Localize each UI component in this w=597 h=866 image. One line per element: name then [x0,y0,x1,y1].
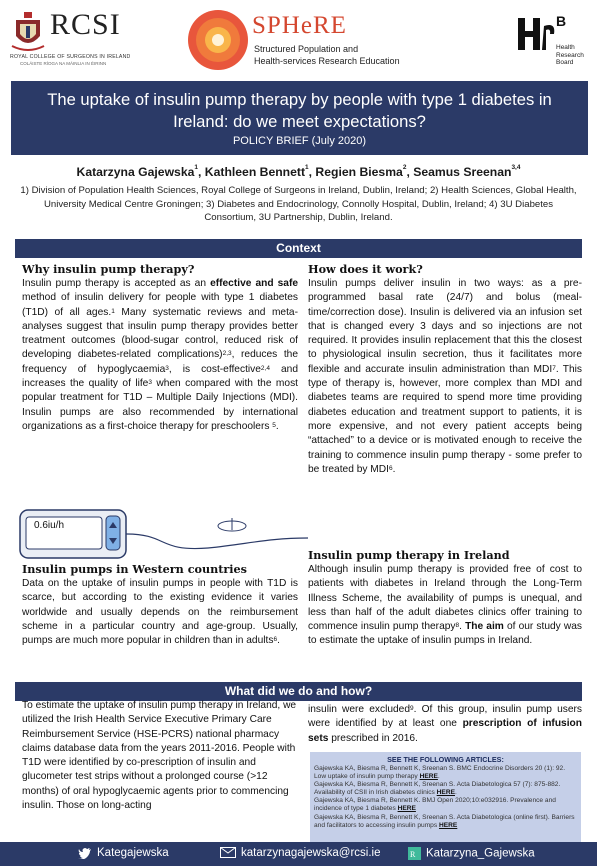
paragraph-methods-right: insulin were excluded$^9$. Of this group, insulin pump users were identified by at least one prescription of infusion sets prescribed in 2016. [308,704,582,744]
sphere-name: SPHeRE [252,12,347,39]
twitter-icon [78,847,92,859]
sphere-logo [186,8,406,74]
svg-text:R: R [410,850,416,859]
title-banner [11,81,588,155]
paragraph-why: Insulin pump therapy is accepted as an effective and safe method of insulin delivery for people with type 1 diabetes (T1D) of all ages.$^1$ Many systematic reviews and meta-analyses suggest that insulin pump therapy provides better treatment outcomes (blood-sugar control, reduced risk of developing diabetes-related complications)$^{2,3}$, reduces the frequency of hypoglycaemia$^3$, is cost-effective$^{2,4}$ and increases the quality of life$^3$ when compared with the most popular treatment for T1D – Multiple Daily Injections (MDI). Insulin pumps are also recommended by international organizations as a first-choice therapy for preschoolers $^5$. [22,278,298,432]
heading-how: How does it work? [308,262,423,276]
section-context-header: Context [15,239,582,258]
rcsi-logo [10,8,130,78]
insulin-pump-illustration [18,508,308,560]
page-title: The uptake of insulin pump therapy by people with type 1 diabetes in Ireland: do we meet expectations? [47,90,552,131]
pump-display-readout: 0.6iu/h [34,520,65,531]
footer-email[interactable] [220,847,381,859]
rcsi-subtitle: ROYAL COLLEGE OF SURGEONS IN IRELAND [10,54,131,60]
reference-4-link[interactable]: HERE [438,821,458,829]
section-what-header: What did we do and how? [15,682,582,701]
footer-twitter[interactable] [78,847,169,859]
reference-2: Gajewska KA, Biesma R, Bennett K, Sreenan S. Acta Diabetologica 57 (7): 875-882. Availability of CSII in Irish diabetes clinics HERE. [314,781,561,797]
sphere-subtitle-2: Health-services Research Education [254,56,400,66]
reference-1: Gajewska KA, Biesma R, Bennett K, Sreenan S. BMC Endocrine Disorders 20 (1): 92. Low uptake of insulin pump therapy HERE. [314,765,566,781]
rcsi-crest-icon [10,10,46,52]
reference-3: Gajewska KA, Biesma R, Bennett K. BMJ Open 2020;10:e032916. Prevalence and incidence of type 1 diabetes HERE [314,797,556,813]
authors [0,165,597,179]
researchgate-icon [408,847,421,860]
page-subtitle: POLICY BRIEF (July 2020) [232,135,367,147]
sphere-globe-icon [186,8,250,72]
footer-researchgate[interactable] [408,847,535,860]
heading-ireland: Insulin pump therapy in Ireland [308,548,510,562]
references-box [310,752,581,842]
reference-2-link[interactable]: HERE [436,789,455,797]
twitter-handle: Kategajewska [97,847,169,860]
paragraph-ireland: Although insulin pump therapy is provided free of cost to patients with diabetes in Ireland through the Long-Term Illness Scheme, the availability of pumps is unequal, and less than half of the adult diabetes clinics offer training to commence insulin pump therapy$^8$. The aim of our study was to estimate the uptake of insulin pumps in Ireland. [308,564,582,647]
rcsi-name: RCSI [50,8,121,41]
svg-text:B: B [556,14,567,29]
reference-1-link[interactable]: HERE [419,773,438,781]
sphere-subtitle-1: Structured Population and [254,44,359,54]
references-heading: SEE THE FOLLOWING ARTICLES: [387,755,504,764]
references-list [314,765,578,830]
paragraph-how: Insulin pumps deliver insulin in two ways: as a pre-programmed basal rate (24/7) and bolus (meal-time/correction dose). Insulin is delivered via an infusion set that is changed every 3 days and so injections are not required. It provides insulin replacement that this the closest to physiological insulin secretion, thus it facilitates more flexible and accurate insulin administration than MDI$^7$. This type of therapy is, however, more complex than MDI and diabetes teams are required to spend more time providing diabetes education and treatment support to patients, it is more expensive, and not every patient accepts being “attached” to a device or is motivated enough to receive the training to commence insulin pump therapy - some prefer to be treated by MDI$^6$. [308,278,582,475]
reference-4: Gajewska KA, Biesma R, Bennett K, Sreenan S. Acta Diabetologica (online first). Barriers and facilitators to accessing insulin pumps HERE [314,813,575,829]
reference-3-link[interactable]: HERE [397,805,416,813]
paragraph-methods-left: To estimate the uptake of insulin pump therapy in Ireland, we utilized the Irish Health Service Executive Primary Care Reimbursement Service (HSE-PCRS) national pharmacy claims database data from the years 2011-2016. People with T1D were identified by co-prescription of insulin and glucometer test strips without a prolonged course (>12 months) of oral hypoglycaemic agents prior to commencing insulin. Those on long-acting [22,700,297,812]
researchgate-handle: Katarzyna_Gajewska [426,847,535,860]
heading-why: Why insulin pump therapy? [22,262,195,276]
hrb-subtitle: Health Research Board [556,44,584,66]
rcsi-subtitle-irish: COLÁISTE RÍOGA NA MÁINLIA IN ÉIRINN [20,61,107,66]
affiliations: 1) Division of Population Health Sciences, Royal College of Surgeons in Ireland, Dublin, Ireland; 2) Health Sciences, Global Health, University Medical Centre Groningen; 3) Diabetes and Endocrinology, Connolly Hospital, Dublin, Ireland; 4) 3U Diabetes Consortium, 3U Partnership, Dublin, Ireland. [20,185,577,224]
heading-western: Insulin pumps in Western countries [22,562,247,576]
email-address: katarzynagajewska@rcsi.ie [241,847,381,859]
footer [0,842,597,866]
paragraph-western: Data on the uptake of insulin pumps in people with T1D is scarce, but according to the existing evidence it varies worldwide and usually depends on the reimbursement scheme in a particular country and age-group. Usually, pumps are much more popular in children than in adults$^6$. [22,578,298,647]
hrb-logo [516,8,586,74]
author-list: Katarzyna Gajewska$^1$, Kathleen Bennett$^1$, Regien Biesma$^2$, Seamus Sreenan$^{3,4}$ [76,164,521,179]
email-icon [220,847,236,858]
